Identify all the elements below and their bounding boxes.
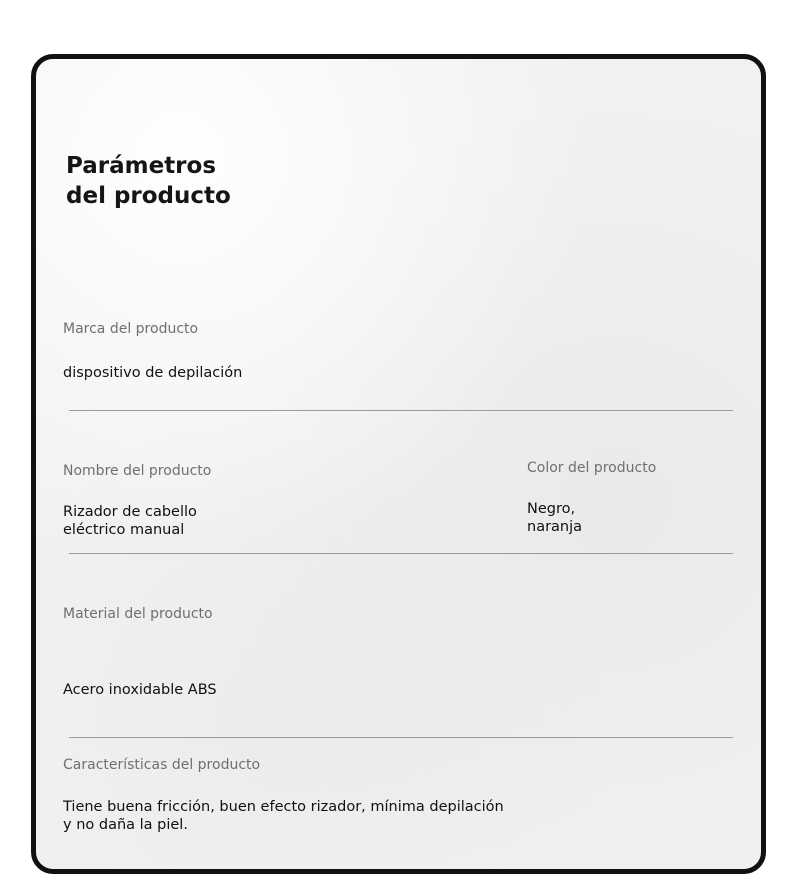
material-value: Acero inoxidable ABS (63, 682, 217, 698)
product-parameters-card (31, 54, 766, 874)
page-title: Parámetros del producto (66, 153, 231, 209)
color-value: Negro, naranja (527, 501, 583, 535)
brand-value: dispositivo de depilación (63, 365, 243, 381)
divider (69, 410, 733, 411)
divider (69, 737, 733, 738)
divider (69, 553, 733, 554)
brand-label: Marca del producto (63, 321, 199, 337)
name-value: Rizador de cabello eléctrico manual (63, 504, 197, 538)
color-label: Color del producto (527, 460, 657, 476)
material-label: Material del producto (63, 606, 213, 622)
name-label: Nombre del producto (63, 463, 212, 479)
features-value: Tiene buena fricción, buen efecto rizador, mínima depilación y no daña la piel. (63, 799, 504, 833)
features-label: Características del producto (63, 757, 261, 773)
